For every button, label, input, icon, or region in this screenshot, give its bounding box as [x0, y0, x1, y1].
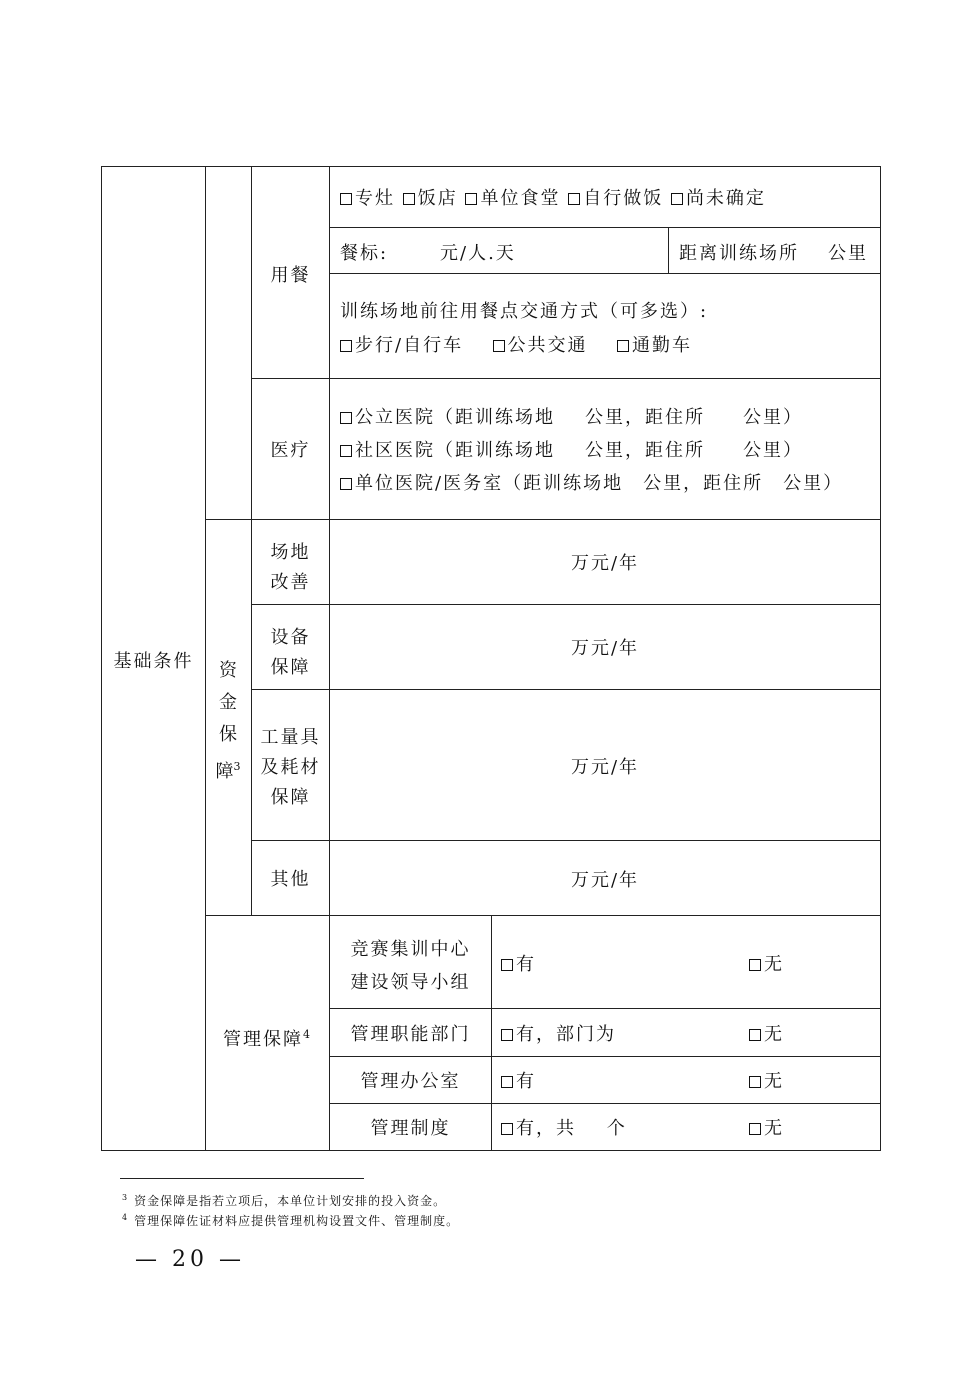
checkbox-icon: [749, 1123, 761, 1135]
checkbox-icon: [340, 478, 352, 490]
medical-option-checkbox[interactable]: 公立医院: [340, 407, 435, 428]
footnote: $^3$ 资金保障是指若立项后，本单位计划安排的投入资金。: [122, 1193, 447, 1208]
checkbox-icon: [501, 1076, 513, 1088]
dining-option-checkbox[interactable]: 饭店: [403, 188, 458, 209]
distance-label: 距离训练场所: [679, 243, 799, 264]
dining-label: 用餐: [270, 265, 311, 286]
footnote-ref: 4: [303, 1028, 312, 1041]
funding-row-value: 万元/年: [570, 757, 640, 778]
funding-row-value: 万元/年: [570, 553, 640, 574]
checkbox-icon: [340, 340, 352, 352]
medical-line: 公立医院（距训练场地 公里，距住所 公里）: [340, 407, 803, 429]
dining-option-checkbox[interactable]: 专灶: [340, 188, 395, 209]
funding-label: 资 金 保 障$^3$: [215, 660, 241, 782]
checkbox-icon: [749, 959, 761, 971]
management-no-option[interactable]: 无: [749, 1118, 784, 1140]
dining-option-checkbox[interactable]: 单位食堂: [465, 188, 560, 209]
medical-option-checkbox[interactable]: 单位医院/医务室: [340, 473, 503, 494]
funding-row-value: 万元/年: [570, 638, 640, 659]
transport-option-checkbox[interactable]: 通勤车: [617, 335, 692, 356]
funding-row-label: 其他: [270, 869, 311, 890]
checkbox-icon: [749, 1076, 761, 1088]
checkbox-icon: [501, 1029, 513, 1041]
management-yes-option[interactable]: 有: [501, 1071, 536, 1093]
funding-row-label: 工量具 及耗材 保障: [260, 727, 321, 808]
management-no-option[interactable]: 无: [749, 954, 784, 976]
checkbox-icon: [340, 412, 352, 424]
meal-standard-unit: 元/人.天: [440, 243, 516, 264]
distance-unit: 公里: [828, 243, 868, 264]
footnote-divider: [120, 1178, 364, 1179]
funding-row-label: 设备 保障: [270, 627, 311, 678]
checkbox-icon: [340, 445, 352, 457]
transport-option-checkbox[interactable]: 公共交通: [493, 335, 588, 356]
dining-option-checkbox[interactable]: 自行做饭: [568, 188, 663, 209]
funding-row-label: 场地 改善: [270, 542, 311, 593]
medical-option-checkbox[interactable]: 社区医院: [340, 440, 435, 461]
management-row-label: 竞赛集训中心 建设领导小组: [350, 939, 471, 993]
checkbox-icon: [568, 193, 580, 205]
transport-question: 训练场地前往用餐点交通方式（可多选）:: [340, 301, 709, 322]
management-no-option[interactable]: 无: [749, 1071, 784, 1093]
checkbox-icon: [340, 193, 352, 205]
dining-option-checkbox[interactable]: 尚未确定: [671, 188, 766, 209]
checkbox-icon: [671, 193, 683, 205]
management-yes-option[interactable]: 有: [501, 954, 536, 976]
meal-standard-label: 餐标:: [340, 243, 389, 264]
checkbox-icon: [403, 193, 415, 205]
management-no-option[interactable]: 无: [749, 1024, 784, 1046]
footnote-ref: 3: [233, 760, 241, 773]
transport-options: [340, 335, 692, 357]
checkbox-icon: [465, 193, 477, 205]
management-label: 管理保障$^4$: [223, 1028, 312, 1050]
medical-line: 单位医院/医务室（距训练场地 公里，距住所 公里）: [340, 473, 843, 495]
checkbox-icon: [493, 340, 505, 352]
transport-option-checkbox[interactable]: 步行/自行车: [340, 335, 463, 356]
management-yes-option[interactable]: 有，部门为: [501, 1024, 616, 1046]
management-row-label: 管理职能部门: [350, 1024, 471, 1045]
management-yes-option[interactable]: 有，共 个: [501, 1118, 627, 1140]
checkbox-icon: [749, 1029, 761, 1041]
management-row-label: 管理制度: [370, 1118, 451, 1139]
dining-options: [340, 188, 766, 210]
footnote: $^4$ 管理保障佐证材料应提供管理机构设置文件、管理制度。: [122, 1213, 460, 1228]
checkbox-icon: [617, 340, 629, 352]
checkbox-icon: [501, 959, 513, 971]
funding-row-value: 万元/年: [570, 870, 640, 891]
management-row-label: 管理办公室: [360, 1071, 461, 1092]
checkbox-icon: [501, 1123, 513, 1135]
medical-label: 医疗: [270, 440, 311, 461]
page-number: — 20 —: [135, 1247, 245, 1272]
section-label: 基础条件: [113, 651, 194, 672]
medical-line: 社区医院（距训练场地 公里，距住所 公里）: [340, 440, 803, 462]
